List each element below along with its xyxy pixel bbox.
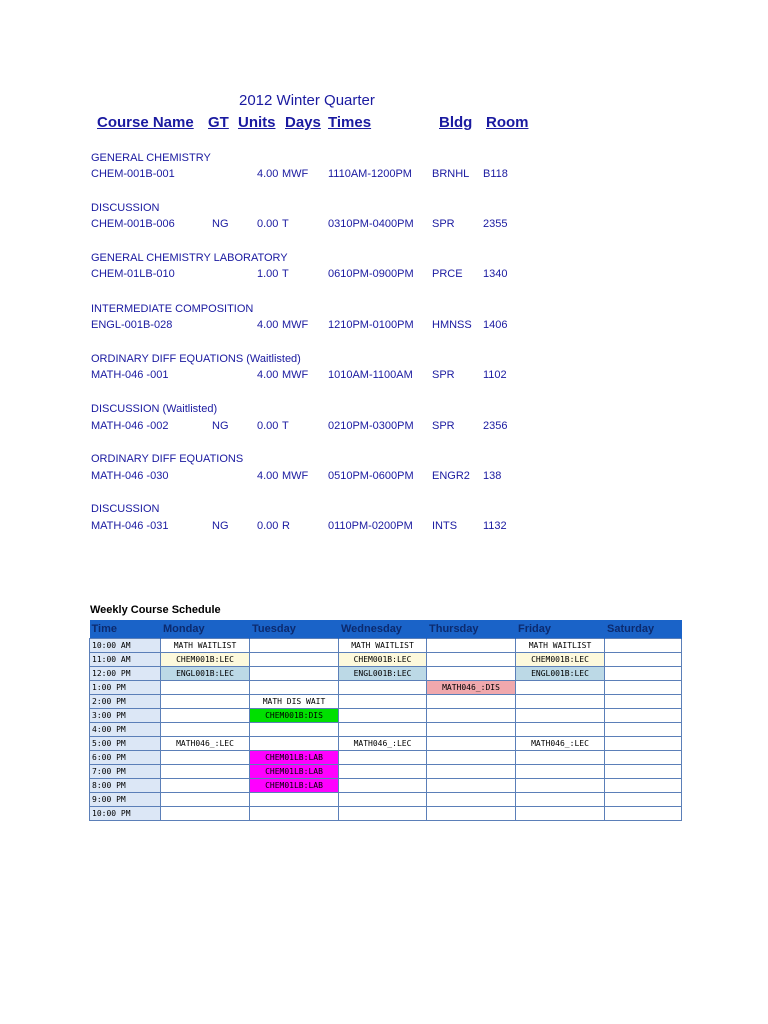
schedule-row (90, 807, 682, 821)
course-bldg: SPR (432, 369, 455, 381)
course-units: 0.00 (257, 218, 279, 230)
time-cell: 1:00 PM (90, 681, 161, 695)
schedule-cell (339, 751, 427, 765)
schedule-title: Weekly Course Schedule (90, 604, 221, 616)
schedule-cell (161, 723, 250, 737)
course-room: 1406 (483, 319, 508, 331)
schedule-cell (427, 653, 516, 667)
col-header-saturday: Saturday (605, 620, 682, 639)
time-cell: 8:00 PM (90, 779, 161, 793)
header-bldg: Bldg (439, 114, 473, 131)
course-room: 1132 (483, 520, 507, 532)
schedule-cell (250, 653, 339, 667)
schedule-cell (516, 681, 605, 695)
course-units: 4.00 (257, 369, 279, 381)
schedule-row (90, 793, 682, 807)
schedule-cell (250, 681, 339, 695)
schedule-row (90, 695, 682, 709)
course-room: 1102 (483, 369, 507, 381)
course-name: ORDINARY DIFF EQUATIONS (Waitlisted) (91, 353, 301, 365)
schedule-row (90, 723, 682, 737)
course-units: 4.00 (257, 319, 279, 331)
course-room: B118 (483, 168, 508, 180)
schedule-cell (250, 723, 339, 737)
course-name: DISCUSSION (91, 202, 160, 214)
schedule-cell (250, 807, 339, 821)
time-cell: 2:00 PM (90, 695, 161, 709)
course-days: T (282, 218, 289, 230)
schedule-cell (605, 779, 682, 793)
schedule-cell (605, 737, 682, 751)
schedule-cell (161, 709, 250, 723)
course-times: 0310PM-0400PM (328, 218, 414, 230)
schedule-cell: MATH046_:LEC (161, 737, 250, 751)
time-cell: 11:00 AM (90, 653, 161, 667)
schedule-cell: MATH WAITLIST (516, 639, 605, 653)
course-bldg: BRNHL (432, 168, 470, 180)
course-times: 0510PM-0600PM (328, 470, 414, 482)
time-cell: 7:00 PM (90, 765, 161, 779)
course-code: ENGL-001B-028 (91, 319, 173, 331)
schedule-cell (516, 695, 605, 709)
schedule-cell (516, 807, 605, 821)
schedule-cell: CHEM001B:LEC (339, 653, 427, 667)
course-bldg: PRCE (432, 268, 463, 280)
course-code: MATH-046 -002 (91, 420, 169, 432)
schedule-row (90, 667, 682, 681)
schedule-cell: CHEM01LB:LAB (250, 779, 339, 793)
course-name: INTERMEDIATE COMPOSITION (91, 303, 254, 315)
schedule-cell (605, 653, 682, 667)
schedule-cell (516, 765, 605, 779)
course-times: 0210PM-0300PM (328, 420, 414, 432)
schedule-cell (605, 765, 682, 779)
schedule-cell (427, 695, 516, 709)
course-bldg: ENGR2 (432, 470, 470, 482)
schedule-cell (605, 639, 682, 653)
schedule-cell (427, 765, 516, 779)
time-cell: 10:00 PM (90, 807, 161, 821)
schedule-cell (427, 667, 516, 681)
header-gt: GT (208, 114, 229, 131)
schedule-cell (605, 667, 682, 681)
course-bldg: INTS (432, 520, 458, 532)
course-units: 0.00 (257, 520, 279, 532)
course-units: 0.00 (257, 420, 279, 432)
schedule-cell: CHEM001B:DIS (250, 709, 339, 723)
col-header-monday: Monday (161, 620, 250, 639)
course-room: 2356 (483, 420, 508, 432)
course-bldg: SPR (432, 420, 455, 432)
schedule-cell: ENGL001B:LEC (339, 667, 427, 681)
schedule-cell (427, 723, 516, 737)
schedule-row (90, 709, 682, 723)
time-cell: 6:00 PM (90, 751, 161, 765)
header-days: Days (285, 114, 321, 131)
course-name: GENERAL CHEMISTRY LABORATORY (91, 252, 288, 264)
schedule-cell (161, 751, 250, 765)
schedule-cell: MATH046_:DIS (427, 681, 516, 695)
schedule-cell: CHEM01LB:LAB (250, 751, 339, 765)
schedule-cell (516, 723, 605, 737)
col-header-tuesday: Tuesday (250, 620, 339, 639)
course-name: ORDINARY DIFF EQUATIONS (91, 453, 244, 465)
course-code: CHEM-01LB-010 (91, 268, 175, 280)
schedule-cell (427, 807, 516, 821)
schedule-cell (605, 723, 682, 737)
schedule-cell: ENGL001B:LEC (161, 667, 250, 681)
schedule-cell (427, 737, 516, 751)
course-bldg: HMNSS (432, 319, 472, 331)
schedule-cell (427, 751, 516, 765)
course-bldg: SPR (432, 218, 455, 230)
course-days: T (282, 420, 289, 432)
schedule-row (90, 681, 682, 695)
schedule-cell (339, 779, 427, 793)
col-header-time: Time (90, 620, 161, 639)
course-gt: NG (212, 520, 229, 532)
col-header-friday: Friday (516, 620, 605, 639)
course-days: MWF (282, 369, 309, 381)
schedule-cell (339, 709, 427, 723)
schedule-cell (605, 695, 682, 709)
schedule-cell (516, 779, 605, 793)
header-units: Units (238, 114, 276, 131)
course-gt: NG (212, 420, 229, 432)
course-name: DISCUSSION (91, 503, 160, 515)
schedule-cell (339, 765, 427, 779)
course-times: 1010AM-1100AM (328, 369, 413, 381)
course-days: MWF (282, 319, 309, 331)
schedule-cell (427, 779, 516, 793)
course-units: 4.00 (257, 168, 279, 180)
header-course-name: Course Name (97, 114, 194, 131)
schedule-cell: MATH046_:LEC (516, 737, 605, 751)
schedule-cell: CHEM001B:LEC (516, 653, 605, 667)
schedule-cell (161, 807, 250, 821)
schedule-cell (516, 751, 605, 765)
course-code: MATH-046 -030 (91, 470, 169, 482)
schedule-cell: MATH046_:LEC (339, 737, 427, 751)
course-room: 1340 (483, 268, 508, 280)
time-cell: 12:00 PM (90, 667, 161, 681)
schedule-cell (605, 751, 682, 765)
schedule-cell (250, 793, 339, 807)
course-days: MWF (282, 168, 309, 180)
schedule-row (90, 653, 682, 667)
course-units: 1.00 (257, 268, 279, 280)
schedule-cell (161, 681, 250, 695)
schedule-cell (516, 709, 605, 723)
course-times: 1210PM-0100PM (328, 319, 414, 331)
schedule-cell (427, 793, 516, 807)
header-times: Times (328, 114, 372, 131)
schedule-cell (250, 667, 339, 681)
schedule-cell: MATH WAITLIST (161, 639, 250, 653)
schedule-cell (161, 793, 250, 807)
course-times: 1110AM-1200PM (328, 168, 412, 180)
schedule-row (90, 779, 682, 793)
schedule-cell: MATH DIS WAIT (250, 695, 339, 709)
course-days: T (282, 268, 289, 280)
weekly-schedule-table (89, 620, 682, 821)
course-days: MWF (282, 470, 309, 482)
schedule-cell: CHEM001B:LEC (161, 653, 250, 667)
col-header-thursday: Thursday (427, 620, 516, 639)
schedule-cell (161, 695, 250, 709)
course-days: R (282, 520, 290, 532)
schedule-row (90, 751, 682, 765)
schedule-cell (250, 639, 339, 653)
time-cell: 4:00 PM (90, 723, 161, 737)
course-name: GENERAL CHEMISTRY (91, 152, 211, 164)
schedule-cell (605, 793, 682, 807)
schedule-cell (339, 681, 427, 695)
schedule-cell (605, 807, 682, 821)
schedule-cell (605, 709, 682, 723)
course-code: CHEM-001B-001 (91, 168, 175, 180)
col-header-wednesday: Wednesday (339, 620, 427, 639)
schedule-cell (161, 765, 250, 779)
course-room: 2355 (483, 218, 508, 230)
time-cell: 10:00 AM (90, 639, 161, 653)
schedule-cell (161, 779, 250, 793)
schedule-cell: ENGL001B:LEC (516, 667, 605, 681)
schedule-cell: MATH WAITLIST (339, 639, 427, 653)
schedule-cell (339, 793, 427, 807)
schedule-row (90, 639, 682, 653)
course-code: MATH-046 -031 (91, 520, 169, 532)
time-cell: 3:00 PM (90, 709, 161, 723)
schedule-row (90, 765, 682, 779)
schedule-cell (339, 723, 427, 737)
schedule-header-row (90, 620, 682, 639)
schedule-row (90, 737, 682, 751)
header-room: Room (486, 114, 529, 131)
course-times: 0110PM-0200PM (328, 520, 413, 532)
schedule-cell (516, 793, 605, 807)
course-code: CHEM-001B-006 (91, 218, 175, 230)
schedule-cell (250, 737, 339, 751)
course-name: DISCUSSION (Waitlisted) (91, 403, 218, 415)
course-code: MATH-046 -001 (91, 369, 169, 381)
schedule-cell (339, 807, 427, 821)
time-cell: 9:00 PM (90, 793, 161, 807)
schedule-cell (427, 709, 516, 723)
schedule-cell: CHEM01LB:LAB (250, 765, 339, 779)
course-units: 4.00 (257, 470, 279, 482)
course-gt: NG (212, 218, 229, 230)
course-times: 0610PM-0900PM (328, 268, 414, 280)
schedule-cell (427, 639, 516, 653)
page-title: 2012 Winter Quarter (239, 92, 375, 109)
time-cell: 5:00 PM (90, 737, 161, 751)
course-room: 138 (483, 470, 502, 482)
schedule-cell (339, 695, 427, 709)
schedule-cell (605, 681, 682, 695)
